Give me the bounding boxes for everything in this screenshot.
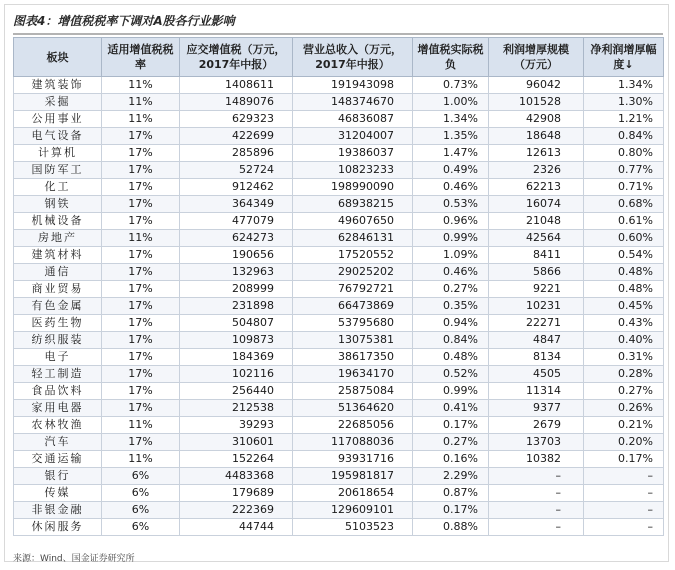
- cell-rate: 17%: [102, 281, 180, 298]
- figure-frame: [4, 4, 669, 562]
- cell-rate: 17%: [102, 366, 180, 383]
- cell-rate: 17%: [102, 247, 180, 264]
- header-profit-scale: 利润增厚规模（万元）: [489, 38, 584, 77]
- table-row: [14, 519, 664, 536]
- cell-revenue: 13075381: [293, 332, 413, 349]
- table-row: [14, 247, 664, 264]
- cell-revenue: 198990090: [293, 179, 413, 196]
- table-row: [14, 332, 664, 349]
- cell-revenue: 5103523: [293, 519, 413, 536]
- cell-revenue: 195981817: [293, 468, 413, 485]
- cell-burden: 0.49%: [413, 162, 489, 179]
- cell-revenue: 29025202: [293, 264, 413, 281]
- cell-vat: 102116: [180, 366, 293, 383]
- cell-rate: 6%: [102, 519, 180, 536]
- cell-burden: 0.48%: [413, 349, 489, 366]
- cell-vat: 624273: [180, 230, 293, 247]
- cell-revenue: 10823233: [293, 162, 413, 179]
- cell-profit-pct: 0.84%: [584, 128, 664, 145]
- cell-profit-pct: 0.40%: [584, 332, 664, 349]
- header-vat: 应交增值税（万元，2017年中报）: [180, 38, 293, 77]
- cell-vat: 1408611: [180, 77, 293, 94]
- cell-profit-pct: 0.28%: [584, 366, 664, 383]
- vat-impact-table: [13, 37, 664, 536]
- table-row: [14, 196, 664, 213]
- cell-profit-pct: 0.54%: [584, 247, 664, 264]
- cell-profit-pct: 0.71%: [584, 179, 664, 196]
- cell-profit-pct: 0.45%: [584, 298, 664, 315]
- cell-rate: 11%: [102, 230, 180, 247]
- cell-burden: 1.09%: [413, 247, 489, 264]
- cell-rate: 11%: [102, 111, 180, 128]
- cell-rate: 17%: [102, 162, 180, 179]
- cell-profit-scale: 42564: [489, 230, 584, 247]
- header-rate: 适用增值税税率: [102, 38, 180, 77]
- cell-profit-pct: 0.48%: [584, 264, 664, 281]
- cell-profit-pct: 0.68%: [584, 196, 664, 213]
- cell-profit-scale: –: [489, 502, 584, 519]
- cell-profit-scale: 4847: [489, 332, 584, 349]
- cell-vat: 132963: [180, 264, 293, 281]
- cell-burden: 0.96%: [413, 213, 489, 230]
- cell-burden: 0.35%: [413, 298, 489, 315]
- cell-revenue: 62846131: [293, 230, 413, 247]
- cell-burden: 0.99%: [413, 230, 489, 247]
- cell-revenue: 191943098: [293, 77, 413, 94]
- cell-sector: 有色金属: [14, 298, 102, 315]
- cell-profit-scale: 8134: [489, 349, 584, 366]
- cell-profit-scale: 5866: [489, 264, 584, 281]
- cell-profit-scale: 2326: [489, 162, 584, 179]
- cell-sector: 建筑装饰: [14, 77, 102, 94]
- cell-vat: 44744: [180, 519, 293, 536]
- cell-burden: 0.41%: [413, 400, 489, 417]
- cell-revenue: 51364620: [293, 400, 413, 417]
- cell-vat: 285896: [180, 145, 293, 162]
- cell-profit-scale: 4505: [489, 366, 584, 383]
- cell-burden: 0.84%: [413, 332, 489, 349]
- cell-profit-pct: 0.21%: [584, 417, 664, 434]
- cell-rate: 11%: [102, 451, 180, 468]
- cell-profit-pct: 0.17%: [584, 451, 664, 468]
- cell-sector: 公用事业: [14, 111, 102, 128]
- cell-revenue: 93931716: [293, 451, 413, 468]
- cell-profit-pct: 0.61%: [584, 213, 664, 230]
- cell-profit-pct: 0.27%: [584, 383, 664, 400]
- cell-profit-scale: 42908: [489, 111, 584, 128]
- cell-profit-scale: 10231: [489, 298, 584, 315]
- cell-burden: 0.94%: [413, 315, 489, 332]
- cell-burden: 0.87%: [413, 485, 489, 502]
- cell-burden: 1.35%: [413, 128, 489, 145]
- cell-profit-scale: –: [489, 468, 584, 485]
- table-row: [14, 94, 664, 111]
- cell-sector: 食品饮料: [14, 383, 102, 400]
- cell-vat: 190656: [180, 247, 293, 264]
- cell-rate: 6%: [102, 468, 180, 485]
- cell-sector: 轻工制造: [14, 366, 102, 383]
- cell-vat: 212538: [180, 400, 293, 417]
- cell-profit-pct: 0.48%: [584, 281, 664, 298]
- cell-profit-pct: 0.31%: [584, 349, 664, 366]
- cell-sector: 农林牧渔: [14, 417, 102, 434]
- cell-burden: 0.27%: [413, 434, 489, 451]
- table-header-row: [14, 38, 664, 77]
- cell-profit-scale: 13703: [489, 434, 584, 451]
- cell-profit-scale: 16074: [489, 196, 584, 213]
- table-row: [14, 366, 664, 383]
- cell-sector: 医药生物: [14, 315, 102, 332]
- cell-sector: 电子: [14, 349, 102, 366]
- cell-vat: 364349: [180, 196, 293, 213]
- table-row: [14, 315, 664, 332]
- cell-revenue: 17520552: [293, 247, 413, 264]
- cell-burden: 0.17%: [413, 417, 489, 434]
- cell-sector: 银行: [14, 468, 102, 485]
- cell-vat: 179689: [180, 485, 293, 502]
- cell-revenue: 117088036: [293, 434, 413, 451]
- cell-profit-scale: 2679: [489, 417, 584, 434]
- cell-profit-pct: 0.26%: [584, 400, 664, 417]
- cell-sector: 纺织服装: [14, 332, 102, 349]
- cell-rate: 6%: [102, 485, 180, 502]
- cell-sector: 计算机: [14, 145, 102, 162]
- table-row: [14, 383, 664, 400]
- cell-profit-pct: –: [584, 519, 664, 536]
- cell-sector: 汽车: [14, 434, 102, 451]
- cell-burden: 0.99%: [413, 383, 489, 400]
- cell-profit-scale: –: [489, 519, 584, 536]
- cell-revenue: 38617350: [293, 349, 413, 366]
- cell-rate: 17%: [102, 349, 180, 366]
- cell-burden: 1.00%: [413, 94, 489, 111]
- cell-profit-pct: 1.30%: [584, 94, 664, 111]
- table-row: [14, 400, 664, 417]
- cell-profit-pct: –: [584, 468, 664, 485]
- cell-vat: 912462: [180, 179, 293, 196]
- cell-profit-pct: 1.34%: [584, 77, 664, 94]
- table-row: [14, 179, 664, 196]
- cell-sector: 电气设备: [14, 128, 102, 145]
- cell-profit-scale: 8411: [489, 247, 584, 264]
- cell-rate: 11%: [102, 77, 180, 94]
- cell-rate: 17%: [102, 332, 180, 349]
- cell-rate: 17%: [102, 264, 180, 281]
- cell-burden: 0.88%: [413, 519, 489, 536]
- cell-sector: 家用电器: [14, 400, 102, 417]
- cell-revenue: 31204007: [293, 128, 413, 145]
- cell-profit-scale: 9221: [489, 281, 584, 298]
- table-row: [14, 162, 664, 179]
- cell-profit-pct: 0.60%: [584, 230, 664, 247]
- cell-rate: 17%: [102, 213, 180, 230]
- cell-vat: 1489076: [180, 94, 293, 111]
- table-row: [14, 128, 664, 145]
- table-row: [14, 77, 664, 94]
- cell-profit-scale: 18648: [489, 128, 584, 145]
- cell-revenue: 53795680: [293, 315, 413, 332]
- cell-burden: 1.34%: [413, 111, 489, 128]
- table-row: [14, 434, 664, 451]
- cell-vat: 184369: [180, 349, 293, 366]
- cell-revenue: 25875084: [293, 383, 413, 400]
- cell-profit-pct: –: [584, 502, 664, 519]
- header-revenue: 营业总收入（万元，2017年中报）: [293, 38, 413, 77]
- cell-rate: 17%: [102, 128, 180, 145]
- cell-profit-pct: 0.77%: [584, 162, 664, 179]
- cell-revenue: 22685056: [293, 417, 413, 434]
- cell-sector: 化工: [14, 179, 102, 196]
- cell-sector: 建筑材料: [14, 247, 102, 264]
- cell-sector: 采掘: [14, 94, 102, 111]
- cell-rate: 17%: [102, 179, 180, 196]
- table-row: [14, 111, 664, 128]
- cell-revenue: 46836087: [293, 111, 413, 128]
- cell-profit-scale: 11314: [489, 383, 584, 400]
- cell-vat: 477079: [180, 213, 293, 230]
- cell-rate: 17%: [102, 400, 180, 417]
- cell-vat: 422699: [180, 128, 293, 145]
- cell-vat: 4483368: [180, 468, 293, 485]
- cell-profit-scale: 101528: [489, 94, 584, 111]
- cell-rate: 11%: [102, 417, 180, 434]
- cell-sector: 休闲服务: [14, 519, 102, 536]
- cell-burden: 0.46%: [413, 179, 489, 196]
- cell-vat: 222369: [180, 502, 293, 519]
- cell-profit-scale: 12613: [489, 145, 584, 162]
- cell-rate: 17%: [102, 145, 180, 162]
- cell-profit-scale: 96042: [489, 77, 584, 94]
- table-row: [14, 230, 664, 247]
- table-row: [14, 349, 664, 366]
- cell-profit-scale: 10382: [489, 451, 584, 468]
- cell-vat: 310601: [180, 434, 293, 451]
- cell-sector: 房地产: [14, 230, 102, 247]
- header-burden: 增值税实际税负: [413, 38, 489, 77]
- header-sector: 板块: [14, 38, 102, 77]
- cell-burden: 0.53%: [413, 196, 489, 213]
- cell-vat: 629323: [180, 111, 293, 128]
- cell-profit-pct: 1.21%: [584, 111, 664, 128]
- cell-sector: 商业贸易: [14, 281, 102, 298]
- cell-sector: 传媒: [14, 485, 102, 502]
- cell-burden: 0.27%: [413, 281, 489, 298]
- cell-profit-scale: 22271: [489, 315, 584, 332]
- cell-revenue: 148374670: [293, 94, 413, 111]
- cell-sector: 机械设备: [14, 213, 102, 230]
- cell-revenue: 19386037: [293, 145, 413, 162]
- cell-burden: 0.52%: [413, 366, 489, 383]
- cell-rate: 17%: [102, 434, 180, 451]
- source-note: 来源：Wind、国金证券研究所: [13, 554, 135, 564]
- cell-profit-scale: 62213: [489, 179, 584, 196]
- cell-burden: 1.47%: [413, 145, 489, 162]
- cell-profit-pct: 0.80%: [584, 145, 664, 162]
- cell-rate: 17%: [102, 383, 180, 400]
- cell-burden: 0.17%: [413, 502, 489, 519]
- cell-revenue: 76792721: [293, 281, 413, 298]
- cell-sector: 钢铁: [14, 196, 102, 213]
- cell-revenue: 19634170: [293, 366, 413, 383]
- cell-vat: 256440: [180, 383, 293, 400]
- cell-rate: 17%: [102, 196, 180, 213]
- table-row: [14, 468, 664, 485]
- figure-title: 图表4：增值税税率下调对A股各行业影响: [13, 11, 663, 35]
- cell-vat: 152264: [180, 451, 293, 468]
- cell-burden: 0.73%: [413, 77, 489, 94]
- table-row: [14, 264, 664, 281]
- cell-vat: 39293: [180, 417, 293, 434]
- table-row: [14, 502, 664, 519]
- cell-profit-pct: 0.43%: [584, 315, 664, 332]
- cell-burden: 2.29%: [413, 468, 489, 485]
- table-row: [14, 281, 664, 298]
- table-row: [14, 298, 664, 315]
- table-row: [14, 145, 664, 162]
- cell-profit-pct: –: [584, 485, 664, 502]
- cell-profit-scale: –: [489, 485, 584, 502]
- cell-revenue: 68938215: [293, 196, 413, 213]
- cell-revenue: 66473869: [293, 298, 413, 315]
- table-row: [14, 451, 664, 468]
- cell-revenue: 49607650: [293, 213, 413, 230]
- cell-revenue: 129609101: [293, 502, 413, 519]
- header-profit-pct: 净利润增厚幅度↓: [584, 38, 664, 77]
- cell-revenue: 20618654: [293, 485, 413, 502]
- cell-profit-scale: 9377: [489, 400, 584, 417]
- cell-burden: 0.16%: [413, 451, 489, 468]
- cell-profit-scale: 21048: [489, 213, 584, 230]
- cell-sector: 非银金融: [14, 502, 102, 519]
- cell-vat: 109873: [180, 332, 293, 349]
- cell-sector: 通信: [14, 264, 102, 281]
- cell-vat: 231898: [180, 298, 293, 315]
- cell-vat: 504807: [180, 315, 293, 332]
- cell-burden: 0.46%: [413, 264, 489, 281]
- table-row: [14, 485, 664, 502]
- table-row: [14, 417, 664, 434]
- cell-profit-pct: 0.20%: [584, 434, 664, 451]
- cell-rate: 6%: [102, 502, 180, 519]
- cell-vat: 52724: [180, 162, 293, 179]
- cell-sector: 国防军工: [14, 162, 102, 179]
- cell-rate: 17%: [102, 315, 180, 332]
- table-row: [14, 213, 664, 230]
- cell-rate: 17%: [102, 298, 180, 315]
- cell-sector: 交通运输: [14, 451, 102, 468]
- cell-vat: 208999: [180, 281, 293, 298]
- cell-rate: 11%: [102, 94, 180, 111]
